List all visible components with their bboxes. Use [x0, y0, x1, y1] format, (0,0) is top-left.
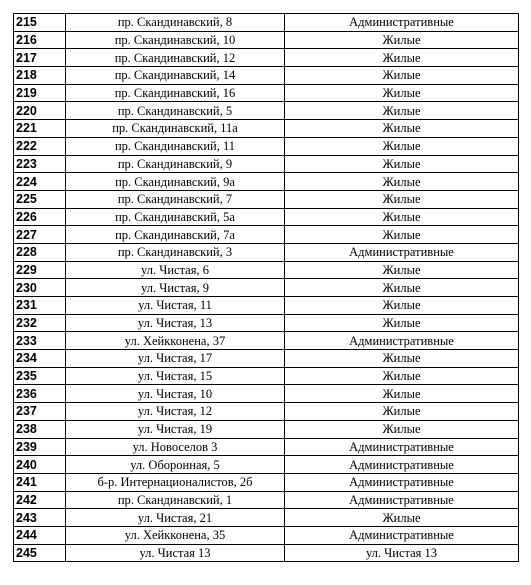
building-type-cell: Жилые — [285, 137, 519, 155]
table-row — [14, 544, 519, 562]
row-number-cell: 239 — [14, 438, 66, 456]
building-type-cell: Административные — [285, 14, 519, 32]
table-row — [14, 456, 519, 474]
address-cell: б-р. Интернационалистов, 2б — [66, 473, 285, 491]
address-cell: ул. Чистая, 19 — [66, 420, 285, 438]
address-cell: пр. Скандинавский, 9а — [66, 173, 285, 191]
building-type-cell: Жилые — [285, 67, 519, 85]
address-cell: ул. Чистая, 15 — [66, 367, 285, 385]
building-type-cell: Административные — [285, 473, 519, 491]
row-number-cell: 243 — [14, 509, 66, 527]
table-row — [14, 67, 519, 85]
address-cell: ул. Чистая, 21 — [66, 509, 285, 527]
table-row — [14, 261, 519, 279]
row-number-cell: 230 — [14, 279, 66, 297]
building-type-cell: Жилые — [285, 190, 519, 208]
address-cell: ул. Чистая, 13 — [66, 314, 285, 332]
row-number-cell: 240 — [14, 456, 66, 474]
building-type-cell: Жилые — [285, 49, 519, 67]
row-number-cell: 224 — [14, 173, 66, 191]
row-number-cell: 238 — [14, 420, 66, 438]
row-number-cell: 222 — [14, 137, 66, 155]
building-type-cell: Жилые — [285, 350, 519, 368]
building-type-cell: Жилые — [285, 279, 519, 297]
row-number-cell: 221 — [14, 120, 66, 138]
table-row — [14, 208, 519, 226]
address-cell: пр. Скандинавский, 9 — [66, 155, 285, 173]
address-cell: пр. Скандинавский, 12 — [66, 49, 285, 67]
row-number-cell: 216 — [14, 31, 66, 49]
row-number-cell: 237 — [14, 403, 66, 421]
building-type-cell: Административные — [285, 243, 519, 261]
address-cell: ул. Чистая, 9 — [66, 279, 285, 297]
table-row — [14, 403, 519, 421]
building-type-cell: Жилые — [285, 385, 519, 403]
row-number-cell: 233 — [14, 332, 66, 350]
table-row — [14, 350, 519, 368]
building-type-cell: Административные — [285, 526, 519, 544]
building-type-cell: Административные — [285, 456, 519, 474]
table-row — [14, 84, 519, 102]
building-type-cell: Административные — [285, 332, 519, 350]
row-number-cell: 228 — [14, 243, 66, 261]
address-cell: пр. Скандинавский, 11а — [66, 120, 285, 138]
table-row — [14, 367, 519, 385]
address-cell: пр. Скандинавский, 16 — [66, 84, 285, 102]
table-row — [14, 190, 519, 208]
address-cell: ул. Чистая, 10 — [66, 385, 285, 403]
row-number-cell: 231 — [14, 297, 66, 315]
row-number-cell: 226 — [14, 208, 66, 226]
address-cell: пр. Скандинавский, 10 — [66, 31, 285, 49]
building-type-cell: Жилые — [285, 261, 519, 279]
table-row — [14, 473, 519, 491]
building-type-cell: Жилые — [285, 173, 519, 191]
building-type-cell: Жилые — [285, 208, 519, 226]
address-cell: пр. Скандинавский, 1 — [66, 491, 285, 509]
table-row — [14, 243, 519, 261]
row-number-cell: 215 — [14, 14, 66, 32]
address-cell: пр. Скандинавский, 3 — [66, 243, 285, 261]
building-type-cell: Жилые — [285, 226, 519, 244]
row-number-cell: 219 — [14, 84, 66, 102]
row-number-cell: 220 — [14, 102, 66, 120]
address-cell: ул. Чистая 13 — [66, 544, 285, 562]
row-number-cell: 217 — [14, 49, 66, 67]
table-row — [14, 385, 519, 403]
row-number-cell: 245 — [14, 544, 66, 562]
table-row — [14, 314, 519, 332]
building-type-cell: Жилые — [285, 297, 519, 315]
building-type-cell: Жилые — [285, 155, 519, 173]
table-row — [14, 49, 519, 67]
building-type-cell: Жилые — [285, 403, 519, 421]
building-type-cell: Жилые — [285, 314, 519, 332]
address-cell: ул. Оборонная, 5 — [66, 456, 285, 474]
building-type-cell: Жилые — [285, 120, 519, 138]
building-type-cell: Жилые — [285, 84, 519, 102]
address-cell: ул. Хейкконена, 35 — [66, 526, 285, 544]
row-number-cell: 234 — [14, 350, 66, 368]
table-row — [14, 297, 519, 315]
row-number-cell: 241 — [14, 473, 66, 491]
address-cell: ул. Чистая, 17 — [66, 350, 285, 368]
table-row — [14, 31, 519, 49]
address-cell: пр. Скандинавский, 5 — [66, 102, 285, 120]
building-type-cell: Жилые — [285, 102, 519, 120]
address-cell: пр. Скандинавский, 14 — [66, 67, 285, 85]
address-cell: ул. Чистая, 11 — [66, 297, 285, 315]
address-cell: ул. Чистая, 12 — [66, 403, 285, 421]
table-body — [14, 14, 519, 562]
row-number-cell: 236 — [14, 385, 66, 403]
address-cell: пр. Скандинавский, 8 — [66, 14, 285, 32]
building-type-cell: Административные — [285, 438, 519, 456]
table-row — [14, 332, 519, 350]
building-type-cell: Административные — [285, 491, 519, 509]
building-type-cell: Жилые — [285, 367, 519, 385]
table-row — [14, 14, 519, 32]
row-number-cell: 235 — [14, 367, 66, 385]
table-row — [14, 279, 519, 297]
address-cell: ул. Хейкконена, 37 — [66, 332, 285, 350]
row-number-cell: 227 — [14, 226, 66, 244]
table-row — [14, 438, 519, 456]
address-table — [13, 13, 519, 562]
row-number-cell: 232 — [14, 314, 66, 332]
row-number-cell: 218 — [14, 67, 66, 85]
table-row — [14, 102, 519, 120]
row-number-cell: 225 — [14, 190, 66, 208]
table-row — [14, 120, 519, 138]
address-cell: пр. Скандинавский, 5а — [66, 208, 285, 226]
address-cell: пр. Скандинавский, 7а — [66, 226, 285, 244]
table-row — [14, 155, 519, 173]
table-row — [14, 491, 519, 509]
table-row — [14, 509, 519, 527]
building-type-cell: ул. Чистая 13 — [285, 544, 519, 562]
row-number-cell: 242 — [14, 491, 66, 509]
row-number-cell: 244 — [14, 526, 66, 544]
table-row — [14, 420, 519, 438]
row-number-cell: 229 — [14, 261, 66, 279]
address-cell: пр. Скандинавский, 11 — [66, 137, 285, 155]
table-row — [14, 137, 519, 155]
building-type-cell: Жилые — [285, 420, 519, 438]
table-row — [14, 226, 519, 244]
row-number-cell: 223 — [14, 155, 66, 173]
address-cell: ул. Чистая, 6 — [66, 261, 285, 279]
address-cell: пр. Скандинавский, 7 — [66, 190, 285, 208]
address-cell: ул. Новоселов 3 — [66, 438, 285, 456]
building-type-cell: Жилые — [285, 31, 519, 49]
table-row — [14, 526, 519, 544]
table-row — [14, 173, 519, 191]
building-type-cell: Жилые — [285, 509, 519, 527]
